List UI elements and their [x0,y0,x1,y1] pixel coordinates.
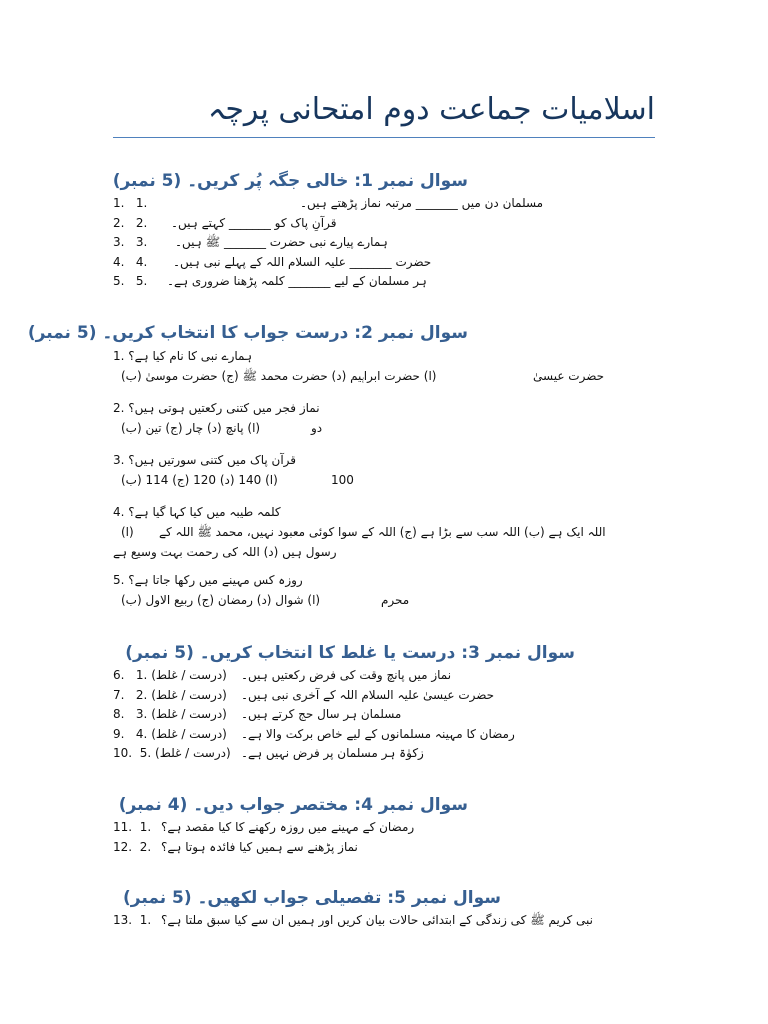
item-text: رمضان کا مہینہ مسلمانوں کے لیے خاص برکت والا ہے۔ [241,726,515,741]
item-number: 3. 3. [113,235,148,249]
item-number: 1. 1. [113,196,148,210]
item-number: 13. 1. [113,913,152,927]
item-text: حضرت _______ علیہ السلام اللہ کے پہلے نبی ہیں۔ [173,254,432,269]
question-number: 4. کلمہ طیبہ میں کیا کہا گیا ہے؟ [113,505,281,519]
question-number: 1. ہمارے نبی کا نام کیا ہے؟ [113,349,252,363]
page-title: اسلامیات جماعت دوم امتحانی پرچہ [207,92,655,127]
list-item [113,818,655,838]
item-text: مسلمان ہر سال حج کرتے ہیں۔ [241,707,402,721]
item-number: 9. 4. (درست / غلط) [113,726,227,741]
section-2 [27,320,655,610]
mcq-option-b-text: دو [311,421,323,435]
item-number: 4. 4. [113,254,148,269]
item-text: زکوٰۃ ہر مسلمان پر فرض نہیں ہے۔ [241,746,424,760]
mcq-question-5 [113,570,655,616]
list-item [113,725,655,745]
item-number: 10. 5. (درست / غلط) [113,746,231,760]
mcq-question-2 [113,398,655,450]
mcq-option-b-text: محرم [381,593,410,607]
list-item [113,233,655,253]
item-text: حضرت عیسیٰ علیہ السلام اللہ کے آخری نبی ہیں۔ [241,687,495,702]
list-item [113,744,655,764]
section-3-heading: سوال نمبر 3: درست یا غلط کا انتخاب کریں۔ (5 نمبر) [125,643,575,663]
list-item [113,272,655,292]
title-underline [113,137,655,138]
item-number: 6. 1. (درست / غلط) [113,668,227,682]
item-text: نماز پڑھنے سے ہمیں کیا فائدہ ہوتا ہے؟ [161,839,358,854]
section-5-heading: سوال نمبر 5: تفصیلی جواب لکھیں۔ (5 نمبر) [123,888,501,908]
mcq-options-line-2: رسول ہیں (د) اللہ کی رحمت بہت وسیع ہے [113,545,337,559]
list-item [113,838,655,858]
section-1 [113,168,655,292]
mcq-options: (ا) پانچ (د) چار (ج) تین (ب) [121,421,261,435]
item-text: رمضان کے مہینے میں روزہ رکھنے کا کیا مقصد ہے؟ [161,820,415,834]
list-item [113,194,655,214]
list-item [113,666,655,686]
item-number: 7. 2. (درست / غلط) [113,687,227,702]
section-2-heading: سوال نمبر 2: درست جواب کا انتخاب کریں۔ (5 نمبر) [27,323,468,343]
item-text: نبی کریم ﷺ کی زندگی کے ابتدائی حالات بیان کریں اور ہمیں ان سے کیا سبق ملتا ہے؟ [161,913,593,927]
item-text: ہر مسلمان کے لیے _______ کلمہ پڑھنا ضروری ہے۔ [167,274,427,288]
list-item [113,214,655,234]
mcq-options: (ا) 140 (د) 120 (ج) 114 (ب) [121,473,278,487]
list-item [113,705,655,725]
list-item [113,911,655,931]
mcq-options: (ا) شوال (د) رمضان (ج) ربیع الاول (ب) [121,593,321,607]
section-4-heading: سوال نمبر 4: مختصر جواب دیں۔ (4 نمبر) [118,795,468,815]
item-number: 5. 5. [113,274,148,288]
mcq-option-b-text: حضرت عیسیٰ [533,369,605,383]
mcq-question-4 [113,502,655,570]
mcq-question-3 [113,450,655,502]
item-text: نماز میں پانچ وقت کی فرض رکعتیں ہیں۔ [241,668,452,682]
list-item [113,686,655,706]
mcq-option-b-text: 100 [331,473,354,487]
question-number: 2. نماز فجر میں کتنی رکعتیں ہوتی ہیں؟ [113,401,320,415]
question-number: 5. روزہ کس مہینے میں رکھا جاتا ہے؟ [113,573,303,587]
section-3 [113,640,655,764]
list-item [113,253,655,273]
item-text: مسلمان دن میں _______ مرتبہ نماز پڑھتے ہیں۔ [300,196,544,210]
item-number: 12. 2. [113,839,152,854]
item-number: 11. 1. [113,820,152,834]
question-number: 3. قرآن پاک میں کتنی سورتیں ہیں؟ [113,453,297,467]
mcq-option-a-label: (ا) [121,525,134,539]
mcq-options: (ا) حضرت ابراہیم (د) حضرت محمد ﷺ (ج) حضرت موسیٰ (ب) [121,369,437,383]
section-1-heading: سوال نمبر 1: خالی جگہ پُر کریں۔ (5 نمبر) [112,171,468,191]
item-text: ہمارے پیارے نبی حضرت _______ ﷺ ہیں۔ [175,235,388,249]
item-number: 8. 3. (درست / غلط) [113,707,227,721]
item-text: قرآنِ پاک کو _______ کہتے ہیں۔ [171,215,337,230]
mcq-question-1 [113,346,655,392]
mcq-options-line-1: اللہ ایک ہے (ب) اللہ سب سے بڑا ہے (ج) اللہ کے سوا کوئی معبود نہیں، محمد ﷺ اللہ کے [159,525,606,539]
item-number: 2. 2. [113,215,148,230]
section-5 [113,885,655,931]
section-4 [113,792,655,857]
